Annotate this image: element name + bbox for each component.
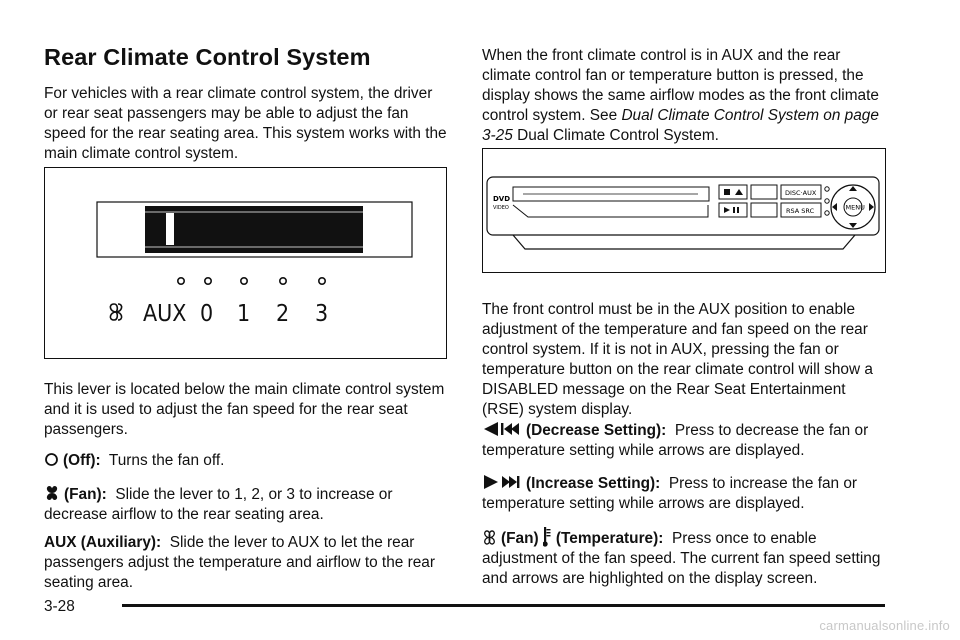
- increase-arrow-icon: [482, 474, 522, 490]
- off-text: Turns the fan off.: [108, 452, 225, 469]
- aux-label: AUX (Auxiliary):: [44, 534, 162, 551]
- increase-item: [482, 474, 887, 514]
- increase-text: Press to increase the fan or temperature setting while arrows are displayed.: [482, 475, 858, 512]
- thermometer-icon: [543, 527, 552, 547]
- temperature-label: (Temperature):: [555, 530, 664, 547]
- front-aux-paragraph: When the front climate control is in AUX and the rear climate control fan or temperature button is pressed, the display shows the same airflow modes as the front climate control system. See Dual Climate Control System on page 3-25 Dual Climate Control System.: [482, 47, 879, 144]
- footer-rule: [122, 604, 885, 607]
- fan-lever-illustration: [45, 168, 446, 358]
- fan-lever-figure: [44, 167, 447, 359]
- disc-aux-button: DISC·AUX: [785, 189, 817, 197]
- fan-text: Slide the lever to 1, 2, or 3 to increase or decrease airflow to the rear seating area.: [44, 486, 393, 523]
- fan-temp-text: Press once to enable adjustment of the fan speed. The current fan speed setting and arrows are highlighted on the display screen.: [482, 530, 881, 587]
- increase-label: (Increase Setting):: [526, 475, 661, 492]
- fan-item: [44, 485, 449, 525]
- fan-label-1: 1: [237, 301, 251, 327]
- decrease-text: Press to decrease the fan or temperature setting while arrows are displayed.: [482, 422, 869, 459]
- fan-icon: [44, 485, 60, 501]
- rsa-src-button: RSA SRC: [786, 207, 815, 215]
- aux-text: Slide the lever to AUX to let the rear passengers adjust the temperature and airflow to the rear seating area.: [44, 534, 435, 591]
- svg-text:VIDEO: VIDEO: [493, 205, 509, 211]
- off-item: [44, 451, 449, 471]
- dvd-player-illustration: [483, 149, 885, 272]
- fan-icon: [482, 530, 497, 545]
- watermark: carmanualsonline.info: [819, 618, 950, 633]
- aux-item: [44, 533, 449, 593]
- cross-reference-link[interactable]: Dual Climate Control System on page 3-25: [482, 107, 879, 144]
- rse-dvd-figure: [482, 148, 886, 273]
- decrease-item: [482, 421, 887, 461]
- fan-label: (Fan):: [64, 486, 107, 503]
- decrease-label: (Decrease Setting):: [526, 422, 667, 439]
- fan-temp-item: [482, 527, 887, 589]
- off-icon: [44, 452, 59, 467]
- page-number: 3-28: [44, 598, 75, 615]
- fan-button-label: (Fan): [501, 530, 539, 547]
- lever-paragraph: This lever is located below the main climate control system and it is used to adjust the fan speed for the rear seat passengers.: [44, 381, 445, 438]
- fan-label-3: 3: [315, 301, 329, 327]
- off-label: (Off):: [63, 452, 101, 469]
- intro-paragraph: For vehicles with a rear climate control system, the driver or rear seat passengers may be able to adjust the fan speed for the rear seating area. This system works with the main climate control system.: [44, 85, 447, 162]
- fan-icon: [110, 304, 121, 320]
- front-control-paragraph: The front control must be in the AUX position to enable adjustment of the temperature and fan speed on the rear control system. If it is not in AUX, pressing the fan or temperature button on the rear climate control will show a DISABLED message on the Rear Seat Entertainment (RSE) system display.: [482, 301, 873, 418]
- page-title: Rear Climate Control System: [44, 44, 371, 70]
- svg-text:DVD: DVD: [493, 195, 511, 203]
- fan-label-aux: AUX: [143, 301, 187, 327]
- decrease-arrow-icon: [482, 421, 522, 437]
- menu-button: MENU: [845, 203, 865, 212]
- fan-label-2: 2: [276, 301, 290, 327]
- fan-label-0: 0: [200, 301, 214, 327]
